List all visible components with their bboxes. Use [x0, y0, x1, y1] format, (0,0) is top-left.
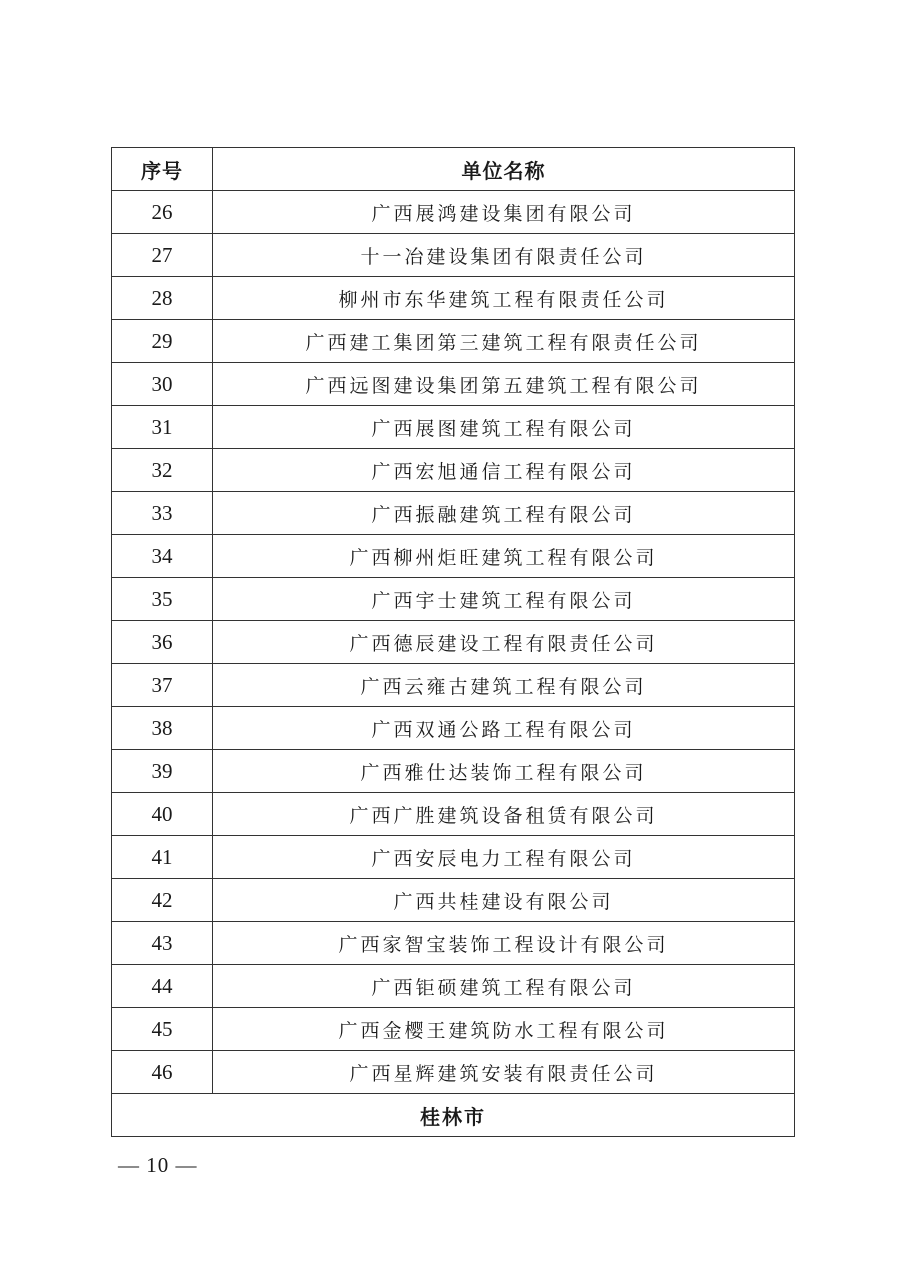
- table-row: [112, 191, 795, 234]
- table-row: [112, 1051, 795, 1094]
- company-name: 广西钜硕建筑工程有限公司: [213, 965, 795, 1008]
- row-number: 41: [112, 836, 213, 879]
- row-number: 36: [112, 621, 213, 664]
- company-name: 广西柳州炬旺建筑工程有限公司: [213, 535, 795, 578]
- company-name: 广西德辰建设工程有限责任公司: [213, 621, 795, 664]
- company-name: 广西展图建筑工程有限公司: [213, 406, 795, 449]
- row-number: 39: [112, 750, 213, 793]
- company-name: 广西展鸿建设集团有限公司: [213, 191, 795, 234]
- table-row: [112, 621, 795, 664]
- table-body: [112, 191, 795, 1137]
- company-name: 广西家智宝装饰工程设计有限公司: [213, 922, 795, 965]
- row-number: 37: [112, 664, 213, 707]
- row-number: 30: [112, 363, 213, 406]
- row-number: 28: [112, 277, 213, 320]
- table-row: [112, 750, 795, 793]
- company-name: 广西远图建设集团第五建筑工程有限公司: [213, 363, 795, 406]
- row-number: 44: [112, 965, 213, 1008]
- row-number: 38: [112, 707, 213, 750]
- row-number: 42: [112, 879, 213, 922]
- table-row: [112, 406, 795, 449]
- row-number: 45: [112, 1008, 213, 1051]
- company-name: 广西金樱王建筑防水工程有限公司: [213, 1008, 795, 1051]
- table-row: [112, 492, 795, 535]
- row-number: 33: [112, 492, 213, 535]
- table-row: [112, 922, 795, 965]
- row-number: 32: [112, 449, 213, 492]
- header-company-name: 单位名称: [213, 148, 795, 191]
- row-number: 26: [112, 191, 213, 234]
- section-heading: 桂林市: [112, 1094, 795, 1137]
- company-name: 十一冶建设集团有限责任公司: [213, 234, 795, 277]
- table-row: [112, 320, 795, 363]
- company-list-table: [111, 147, 795, 1137]
- table-row: [112, 707, 795, 750]
- company-name: 广西广胜建筑设备租赁有限公司: [213, 793, 795, 836]
- company-name: 广西振融建筑工程有限公司: [213, 492, 795, 535]
- company-name: 广西共桂建设有限公司: [213, 879, 795, 922]
- company-name: 广西安辰电力工程有限公司: [213, 836, 795, 879]
- company-name: 广西宇士建筑工程有限公司: [213, 578, 795, 621]
- table-row: [112, 449, 795, 492]
- company-name: 柳州市东华建筑工程有限责任公司: [213, 277, 795, 320]
- section-heading-row: [112, 1094, 795, 1137]
- header-number: 序号: [112, 148, 213, 191]
- table-row: [112, 363, 795, 406]
- row-number: 46: [112, 1051, 213, 1094]
- row-number: 40: [112, 793, 213, 836]
- table-row: [112, 879, 795, 922]
- company-name: 广西星辉建筑安装有限责任公司: [213, 1051, 795, 1094]
- table-row: [112, 234, 795, 277]
- company-name: 广西建工集团第三建筑工程有限责任公司: [213, 320, 795, 363]
- page-number: — 10 —: [118, 1153, 198, 1177]
- company-name: 广西雅仕达装饰工程有限公司: [213, 750, 795, 793]
- row-number: 34: [112, 535, 213, 578]
- row-number: 35: [112, 578, 213, 621]
- company-name: 广西云雍古建筑工程有限公司: [213, 664, 795, 707]
- table-header-row: [112, 148, 795, 191]
- row-number: 43: [112, 922, 213, 965]
- table-row: [112, 535, 795, 578]
- table-row: [112, 277, 795, 320]
- table-row: [112, 793, 795, 836]
- table-row: [112, 578, 795, 621]
- table-row: [112, 664, 795, 707]
- row-number: 31: [112, 406, 213, 449]
- table-row: [112, 965, 795, 1008]
- company-name: 广西双通公路工程有限公司: [213, 707, 795, 750]
- company-name: 广西宏旭通信工程有限公司: [213, 449, 795, 492]
- table-row: [112, 836, 795, 879]
- table-row: [112, 1008, 795, 1051]
- row-number: 29: [112, 320, 213, 363]
- row-number: 27: [112, 234, 213, 277]
